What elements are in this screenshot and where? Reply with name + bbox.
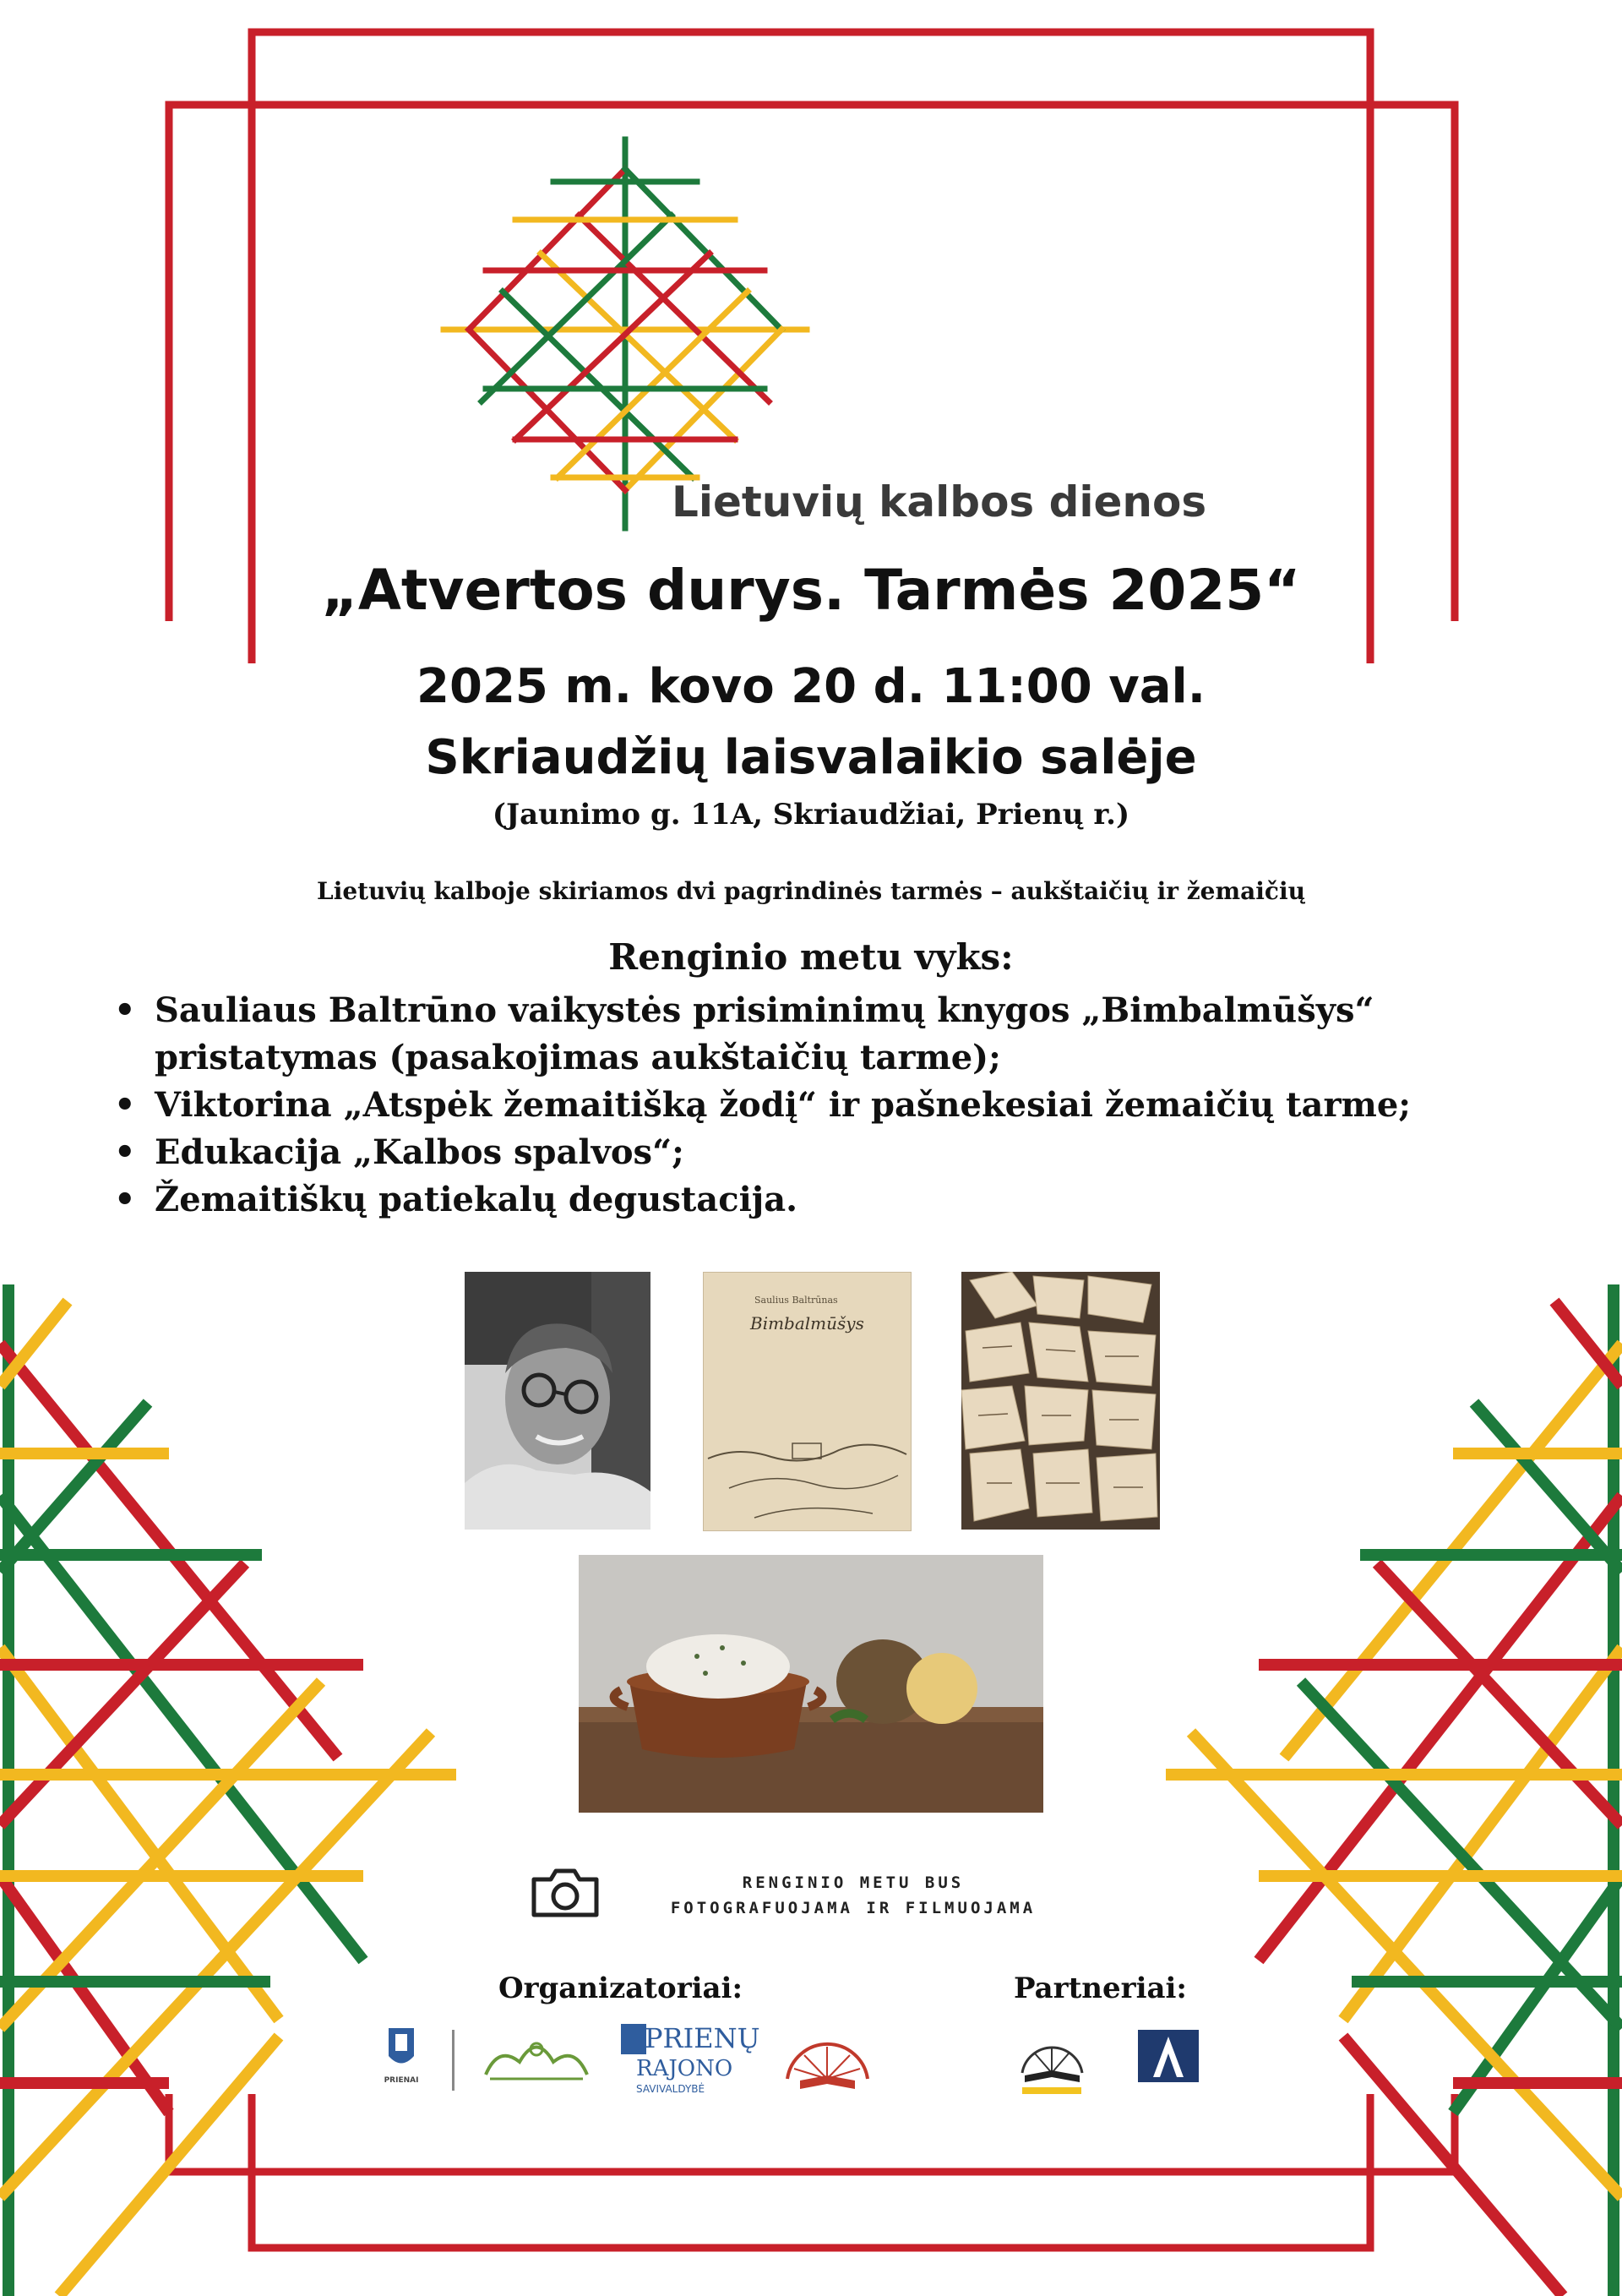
- food-photo: [579, 1555, 1043, 1813]
- author-photo: [465, 1272, 650, 1530]
- recording-notice-line-1: RENGINIO METU BUS: [742, 1873, 965, 1892]
- event-address: (Jaunimo g. 11A, Skriaudžiai, Prienų r.): [492, 798, 1130, 832]
- partners-label: Partneriai:: [1014, 1972, 1187, 2005]
- event-title: „Atvertos durys. Tarmės 2025“: [321, 558, 1301, 623]
- book-author-text: Saulius Baltrūnas: [754, 1295, 838, 1306]
- program-list: [114, 987, 1550, 1224]
- right-lattice-decoration: [1149, 1284, 1622, 2296]
- program-heading: Renginio metu vyks:: [608, 936, 1014, 978]
- prienai-logo-caption: PRIENAI: [384, 2076, 419, 2085]
- event-venue: Skriaudžių laisvalaikio salėje: [425, 730, 1197, 785]
- left-lattice-decoration: [0, 1284, 473, 2296]
- organizers-label: Organizatoriai:: [498, 1972, 743, 2005]
- wooden-tags-photo: [961, 1272, 1160, 1530]
- partner-theatre-logo: [1135, 2026, 1202, 2094]
- savivaldybe-shield-icon: [621, 2024, 646, 2054]
- program-item: • Edukacija „Kalbos spalvos“;: [114, 1129, 1550, 1176]
- lattice-logo: [435, 131, 815, 537]
- savivaldybe-line-3: SAVIVALDYBĖ: [636, 2083, 705, 2095]
- recording-notice: [634, 1870, 1073, 1921]
- recording-notice-line-2: FOTOGRAFUOJAMA IR FILMUOJAMA: [670, 1899, 1037, 1917]
- program-item: • Žemaitiškų patiekalų degustacija.: [114, 1176, 1550, 1224]
- event-subtitle: Lietuvių kalbos dienos: [672, 477, 1207, 526]
- camera-icon: [531, 1866, 600, 1918]
- wreath-logo: [473, 2028, 600, 2096]
- event-intro: Lietuvių kalboje skiriamos dvi pagrindinės tarmės – aukštaičių ir žemaičių: [317, 877, 1305, 905]
- library-logo: [779, 2028, 876, 2097]
- savivaldybe-line-2: RAJONO: [636, 2056, 733, 2081]
- program-item: • Viktorina „Atspėk žemaitišką žodį“ ir pašnekesiai žemaičių tarme;: [114, 1082, 1550, 1129]
- book-cover-photo: [703, 1272, 912, 1531]
- prienu-savivaldybe-logo: [621, 2022, 760, 2100]
- event-date-time: 2025 m. kovo 20 d. 11:00 val.: [416, 659, 1206, 714]
- prienai-coat-of-arms-logo: [372, 2024, 431, 2100]
- savivaldybe-name: PRIENŲ: [645, 2022, 760, 2054]
- partner-book-logo: [1012, 2026, 1092, 2098]
- program-item: • Sauliaus Baltrūno vaikystės prisiminimų knygos „Bimbalmūšys“ pristatymas (pasakojimas aukštaičių tarme);: [114, 987, 1550, 1082]
- logo-divider: [452, 2030, 454, 2091]
- book-title-text: Bimbalmūšys: [750, 1313, 864, 1333]
